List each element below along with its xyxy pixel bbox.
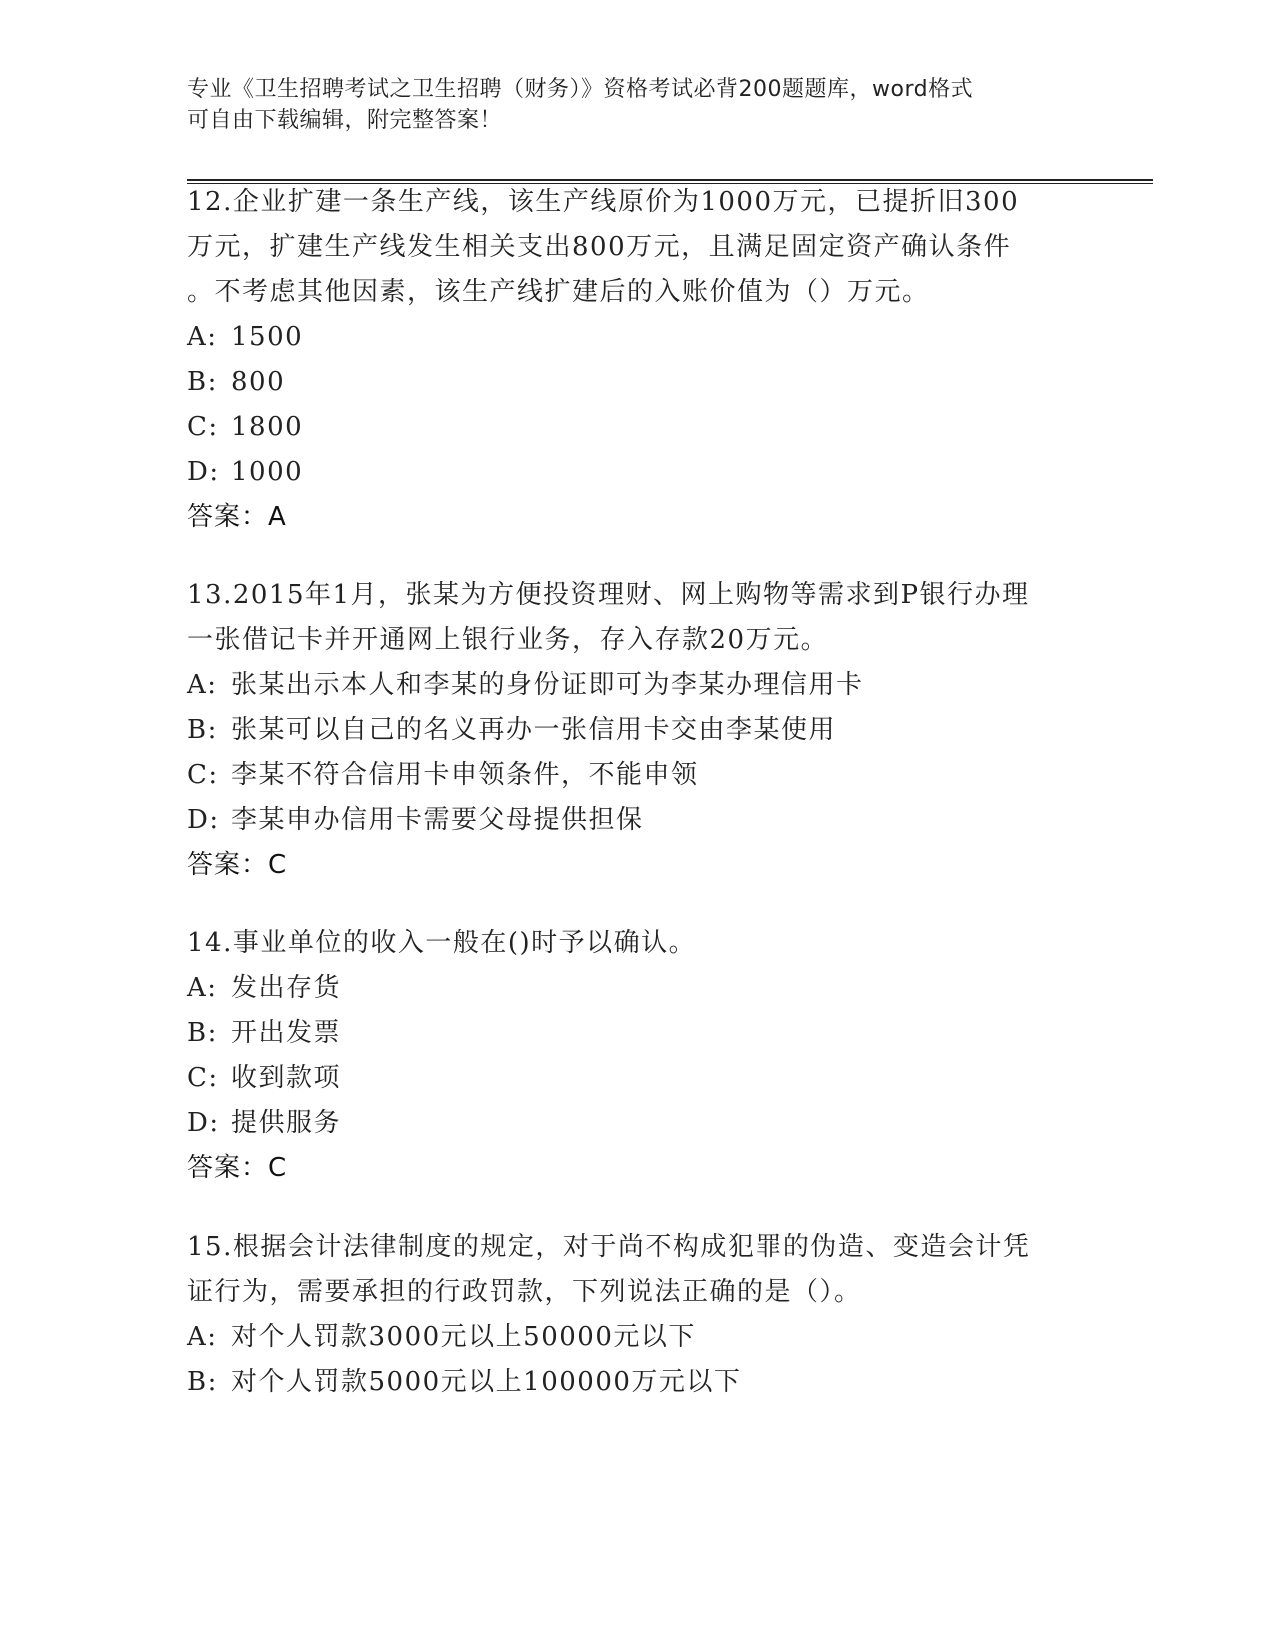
stem-line: 14.事业单位的收入一般在()时予以确认。 xyxy=(187,928,697,958)
question-12 xyxy=(187,180,1087,540)
stem-line: 一张借记卡并开通网上银行业务，存入存款20万元。 xyxy=(187,625,829,655)
option-b: B: 800 xyxy=(187,367,286,397)
question-stem xyxy=(187,573,1087,663)
option-d: D: 提供服务 xyxy=(187,1108,342,1138)
option-c: C: 李某不符合信用卡申领条件，不能申领 xyxy=(187,760,699,790)
question-stem xyxy=(187,180,1087,315)
question-13 xyxy=(187,573,1087,888)
option-b: B: 张某可以自己的名义再办一张信用卡交由李某使用 xyxy=(187,715,837,745)
option-c: C: 收到款项 xyxy=(187,1063,342,1093)
document-header xyxy=(187,74,1067,136)
option-b: B: 开出发票 xyxy=(187,1018,342,1048)
option-a: A: 1500 xyxy=(187,322,304,352)
answer: 答案：C xyxy=(187,850,288,880)
stem-line: 万元，扩建生产线发生相关支出800万元，且满足固定资产确认条件 xyxy=(187,232,1012,262)
header-line-1: 专业《卫生招聘考试之卫生招聘（财务）》资格考试必背200题题库，word格式 xyxy=(187,77,974,102)
question-15 xyxy=(187,1225,1087,1405)
stem-line: 证行为，需要承担的行政罚款，下列说法正确的是（）。 xyxy=(187,1277,862,1307)
header-line-2: 可自由下载编辑，附完整答案！ xyxy=(187,108,503,133)
option-a: A: 张某出示本人和李某的身份证即可为李某办理信用卡 xyxy=(187,670,864,700)
stem-line: 15.根据会计法律制度的规定，对于尚不构成犯罪的伪造、变造会计凭 xyxy=(187,1232,1031,1262)
option-d: D: 1000 xyxy=(187,457,304,487)
question-stem xyxy=(187,1225,1087,1315)
question-14 xyxy=(187,921,1087,1191)
stem-line: 12.企业扩建一条生产线，该生产线原价为1000万元，已提折旧300 xyxy=(187,187,1020,217)
stem-line: 13.2015年1月，张某为方便投资理财、网上购物等需求到P银行办理 xyxy=(187,580,1030,610)
answer: 答案：C xyxy=(187,1153,288,1183)
option-d: D: 李某申办信用卡需要父母提供担保 xyxy=(187,805,644,835)
option-a: A: 发出存货 xyxy=(187,973,342,1003)
option-a: A: 对个人罚款3000元以上50000元以下 xyxy=(187,1322,696,1352)
question-stem xyxy=(187,921,1087,966)
option-b: B: 对个人罚款5000元以上100000万元以下 xyxy=(187,1367,742,1397)
option-c: C: 1800 xyxy=(187,412,304,442)
answer: 答案：A xyxy=(187,502,287,532)
stem-line: 。不考虑其他因素，该生产线扩建后的入账价值为（）万元。 xyxy=(187,277,930,307)
